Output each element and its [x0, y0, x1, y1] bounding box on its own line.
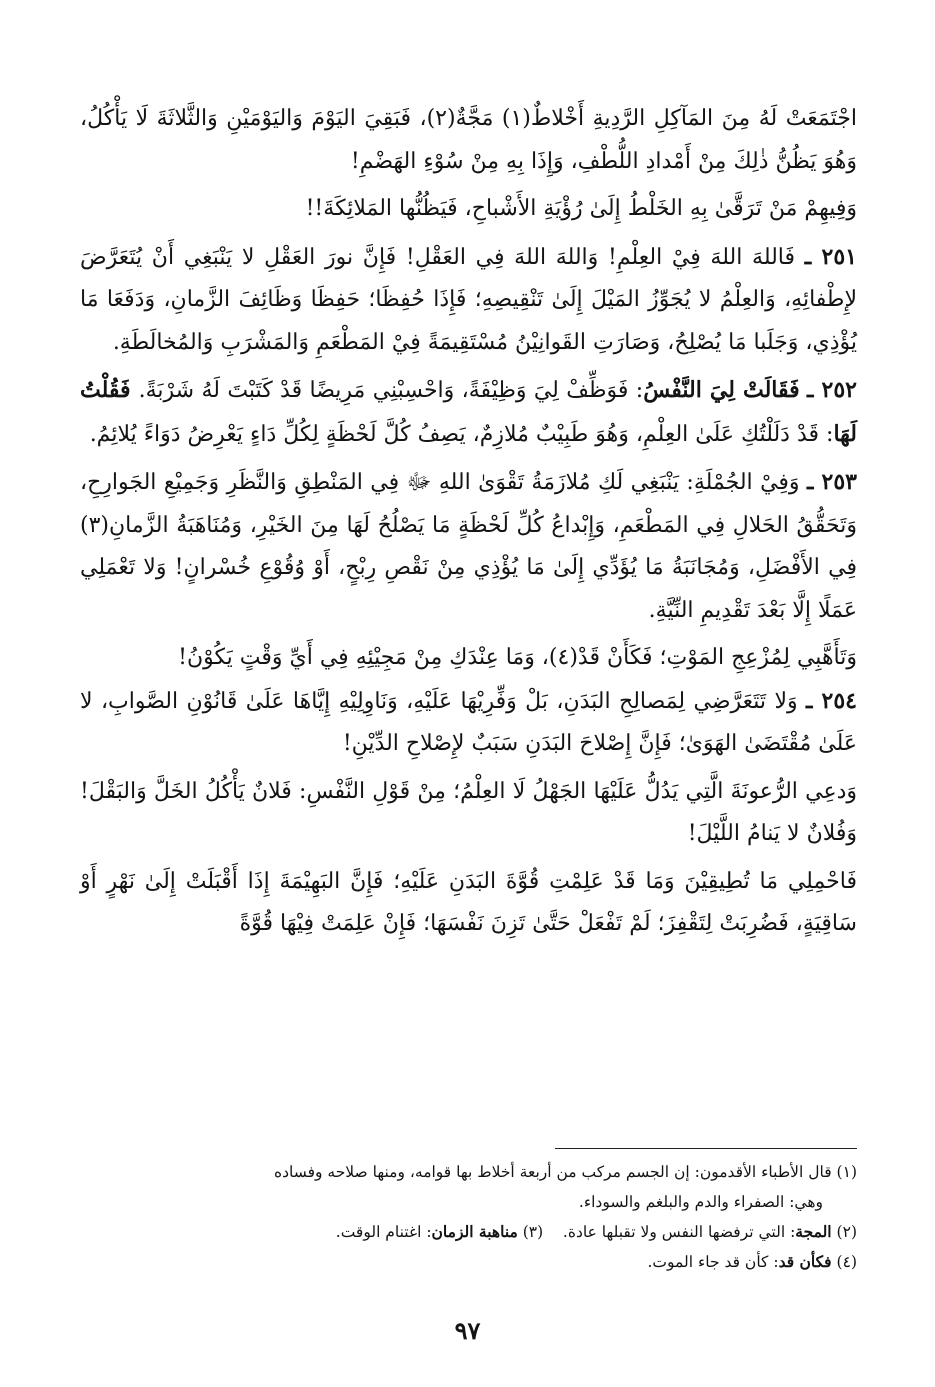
footnote-1-continuation [80, 1187, 857, 1217]
paragraph-text: وَتَأَهَّبِي لِمُزْعِجِ المَوْتِ؛ فَكَأَنْ قَدْ(٤)، وَمَا عِنْدَكِ مِنْ مَجِيْئِهِ فِي أَيِّ وَقْتٍ يَكُوْنُ! [178, 645, 857, 670]
footnote-text: (١) قال الأطباء الأقدمون: إن الجسم مركب من أربعة أخلاط بها قوامه، ومنها صلاحه وفساده [274, 1163, 857, 1181]
footnote-term: مناهبة الزمان [431, 1222, 518, 1241]
footnote-number: (٤) [836, 1253, 857, 1271]
numbered-paragraph-251 [80, 236, 857, 365]
footnote-text: : التي ترفضها النفس ولا تقبلها عادة. [562, 1223, 796, 1241]
paragraph [80, 771, 857, 856]
paragraph-number: ٢٥٢ ـ [807, 377, 857, 403]
page-number: ٩٧ [454, 1316, 481, 1345]
paragraph-number: ٢٥٣ ـ [807, 469, 857, 495]
bold-lead: فَقَالَتْ لِيَ النَّفْسُ [643, 377, 800, 403]
paragraph-text: فَاحْمِلِي مَا تُطِيقِيْنَ وَمَا قَدْ عَلِمْتِ قُوَّةَ البَدَنِ عَلَيْهِ؛ فَإِنَّ البَهِيْمَةَ إِذَا أَقْبَلَتْ إِلَىٰ نَهْرٍ أَوْ سَاقِيَةٍ، فَضُرِبَتْ لِتَقْفِزَ؛ لَمْ تَفْعَلْ حَتَّىٰ تَزِنَ نَفْسَهَا؛ فَإِنْ عَلِمَتْ فِيْهَا قُوَّةً [80, 868, 857, 936]
paragraph [80, 188, 857, 231]
paragraph [80, 861, 857, 946]
bold-lead: فَقُلْتُ لَهَا [80, 377, 857, 447]
paragraph-text: فَاللهَ اللهَ فِيْ العِلْمِ! وَاللهَ اللهَ فِي العَقْلِ! فَإِنَّ نورَ العَقْلِ لا يَنْبَغِي أَنْ يُتَعَرَّضَ لإِطْفائِهِ، وَالعِلْمُ لا يُجَوِّزُ المَيْلَ إِلَىٰ تَنْقِيصِهِ؛ فَإِذَا حُفِظَا؛ حَفِظَا وَظَائِفَ الزَّمانِ، وَدَفَعَا مَا يُؤْذِي، وَجَلَبا مَا يُصْلِحُ، وَصَارَتِ القَوانِيْنُ مُسْتَقِيمَةً فِيْ المَطْعَمِ وَالمَشْرَبِ وَالمُخالَطَةِ. [80, 244, 857, 355]
footnote-term: المجة [795, 1222, 832, 1241]
footnote-2-3 [80, 1217, 857, 1247]
footnote-1 [80, 1157, 857, 1187]
footnote-text: : كأن قد جاء الموت. [647, 1253, 779, 1271]
paragraph-text: وَفِيْ الجُمْلَةِ: يَنْبَغِي لَكِ مُلازَمَةُ تَقْوَىٰ اللهِ ﷻ فِي المَنْطِقِ وَالنَّظَرِ وَجَمِيْعِ الجَوارِحِ، وَتَحَقُّقُ الحَلالِ فِي المَطْعَمِ، وَإِبْداعُ كُلِّ لَحْظَةٍ مَا يَصْلُحُ لَهَا مِنَ الخَيْرِ، وَمُنَاهَبَةُ الزَّمانِ(٣) فِي الأَفْضَلِ، وَمُجَانَبَةُ مَا يُؤَدِّي إِلَىٰ مَا يُؤْذِي مِنْ نَقْصِ رِبْحٍ، أَوْ وُقُوْعِ خُسْرانٍ! وَلا تَعْمَلِي عَمَلًا إِلَّا بَعْدَ تَقْدِيمِ النِّيَّةِ. [80, 470, 857, 623]
paragraph-text: وَلا تَتَعَرَّضِي لِمَصالِحِ البَدَنِ، بَلْ وَفِّرِيْهَا عَلَيْهِ، وَنَاوِلِيْهِ إِيَّاهَا عَلَىٰ قَانُوْنِ الصَّوابِ، لا عَلَىٰ مُقْتَضَىٰ الهَوَىٰ؛ فَإِنَّ إِصْلاحَ البَدَنِ سَبَبٌ لإِصْلاحِ الدِّيْنِ! [80, 688, 857, 756]
paragraph-number: ٢٥١ ـ [804, 243, 857, 270]
numbered-paragraph-254 [80, 680, 857, 766]
footnotes [80, 1157, 857, 1277]
paragraph-text: وَفِيهِمْ مَنْ تَرَقَّىٰ بِهِ الخَلْطُ إِلَىٰ رُؤْيَةِ الأَشْباحِ، فَيَظُنُّها المَلائِكَةَ!! [305, 196, 857, 221]
paragraph [80, 98, 857, 183]
paragraph-text: : قَدْ دَلَلْتُكِ عَلَىٰ العِلْمِ، وَهُوَ طَبِيْبٌ مُلازِمٌ، يَصِفُ كُلَّ لَحْظَةٍ لِكُلِّ دَاءٍ يَعْرِضُ دَوَاءً يُلائِمُ. [89, 421, 834, 447]
paragraph [80, 637, 857, 680]
footnote-divider [555, 1148, 857, 1149]
footnote-number: (٢) [836, 1223, 857, 1241]
paragraph-text: وَدعِي الرُّعونَةَ الَّتِي يَدُلُّ عَلَيْهَا الجَهْلُ لَا العِلْمُ؛ مِنْ قَوْلِ النَّفْسِ: فَلانٌ يَأْكُلُ الخَلَّ وَالبَقْلَ! وَفُلانٌ لا يَنامُ اللَّيْلَ! [80, 778, 857, 846]
footnote-number: (٣) [522, 1223, 544, 1241]
main-text [80, 98, 857, 946]
paragraph-text: اجْتَمَعَتْ لَهُ مِنَ المَآكِلِ الرَّدِيةِ أَخْلاطٌ(١) مَجَّةٌ(٢)، فَبَقِيَ اليَوْمَ وَاليَوْمَيْنِ وَالثَّلاثَةَ لَا يَأْكُلُ، وَهُوَ يَظُنُّ ذٰلِكَ مِنْ أَمْدادِ اللُّطْفِ، وَإِذَا بِهِ مِنْ سُوْءِ الهَضْمِ! [80, 106, 857, 174]
numbered-paragraph-252 [80, 369, 857, 456]
footnote-text: وهي: الصفراء والدم والبلغم والسوداء. [578, 1193, 823, 1211]
paragraph-text: : فَوَظِّفْ لِيَ وَظِيْفَةً، وَاحْسِبْنِي مَرِيضًا قَدْ كَتَبْتَ لَهُ شَرْبَةً. [138, 378, 644, 403]
footnote-4 [80, 1247, 857, 1277]
footnote-term: فكأن قد [778, 1252, 832, 1271]
numbered-paragraph-253 [80, 461, 857, 632]
footnote-text: : اغتنام الوقت. [335, 1223, 432, 1241]
paragraph-number: ٢٥٤ ـ [806, 687, 857, 714]
